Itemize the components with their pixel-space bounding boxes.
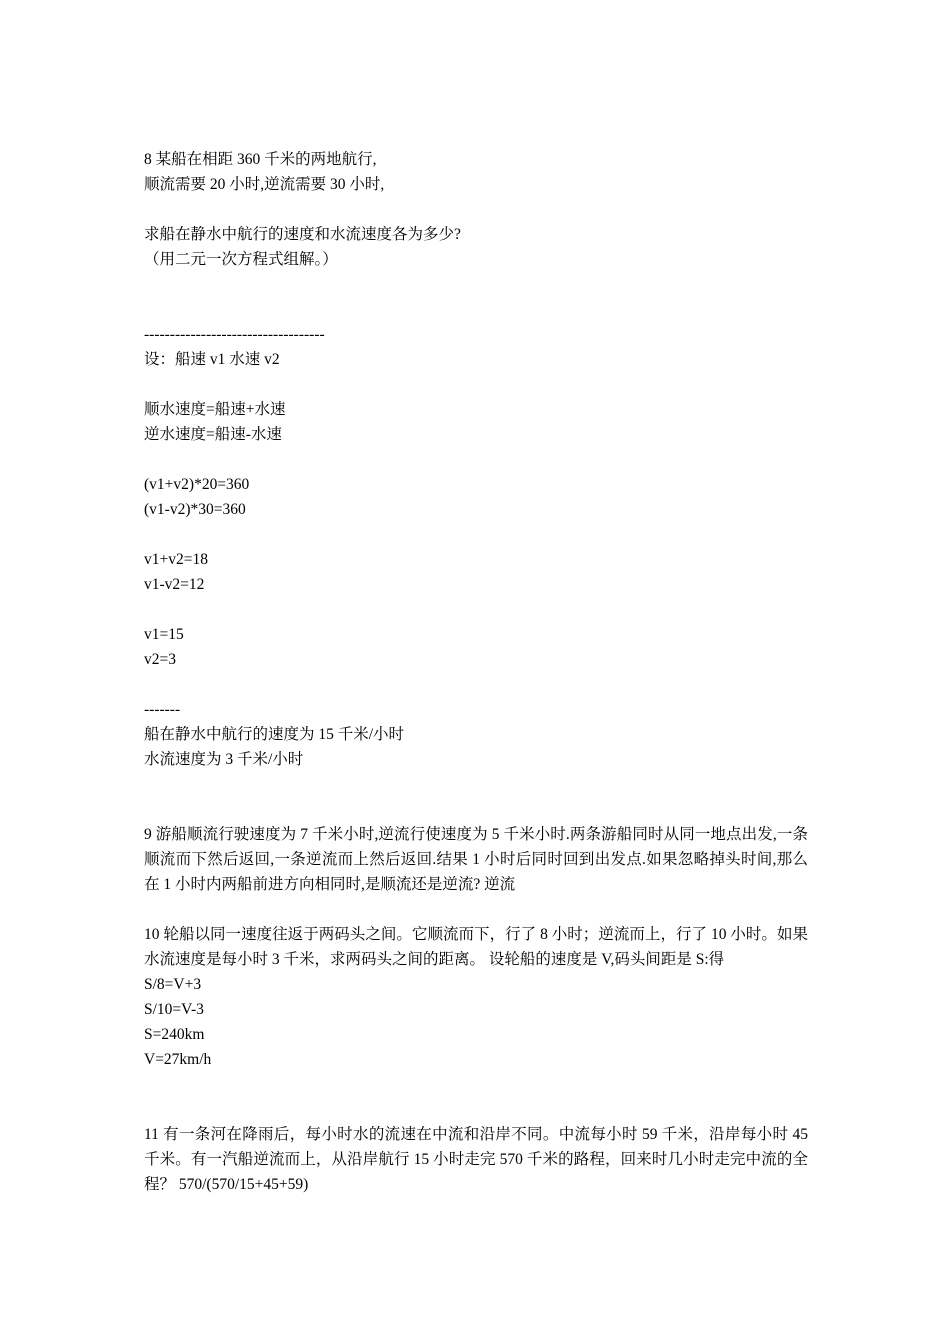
q8-answer-1: 船在静水中航行的速度为 15 千米/小时	[144, 726, 405, 743]
q8-setup: 设：船速 v1 水速 v2	[144, 351, 280, 368]
q8-answer-2: 水流速度为 3 千米/小时	[144, 751, 304, 768]
q11-paragraph: 11 有一条河在降雨后，每小时水的流速在中流和沿岸不同。中流每小时 59 千米，沿岸每小时 45 千米。有一汽船逆流而上，从沿岸航行 15 小时走完 570 千米的路程，回来时几小时走完中流的全程？ 570/(570/15+45+59)	[144, 1126, 808, 1193]
q8-line-1: 8 某船在相距 360 千米的两地航行,	[144, 151, 377, 168]
q9-paragraph: 9 游船顺流行驶速度为 7 千米小时,逆流行使速度为 5 千米小时.两条游船同时从同一地点出发,一条顺流而下然后返回,一条逆流而上然后返回.结果 1 小时后同时回到出发点.如果忽略掉头时间,那么在 1 小时内两船前进方向相同时,是顺流还是逆流? 逆流	[144, 826, 808, 893]
q8-equation-4: v1-v2=12	[144, 576, 205, 593]
q8-def-2: 逆水速度=船速-水速	[144, 426, 282, 443]
q8-divider-short: -------	[144, 701, 181, 718]
q10-line-1: S/8=V+3	[144, 976, 202, 993]
q8-line-2: 顺流需要 20 小时,逆流需要 30 小时,	[144, 176, 385, 193]
q8-equation-1: (v1+v2)*20=360	[144, 476, 250, 493]
q10-line-3: S=240km	[144, 1026, 205, 1043]
q8-question-2: （用二元一次方程式组解。）	[144, 251, 338, 268]
q8-equation-3: v1+v2=18	[144, 551, 208, 568]
q8-question-1: 求船在静水中航行的速度和水流速度各为多少?	[144, 226, 461, 243]
q8-equation-2: (v1-v2)*30=360	[144, 501, 246, 518]
q10-line-4: V=27km/h	[144, 1051, 212, 1068]
q8-divider: -----------------------------------	[144, 326, 325, 343]
q10-line-2: S/10=V-3	[144, 1001, 204, 1018]
q8-def-1: 顺水速度=船速+水速	[144, 401, 286, 418]
q8-result-1: v1=15	[144, 626, 184, 643]
q8-result-2: v2=3	[144, 651, 176, 668]
q10-paragraph: 10 轮船以同一速度往返于两码头之间。它顺流而下，行了 8 小时；逆流而上，行了 10 小时。如果水流速度是每小时 3 千米，求两码头之间的距离。 设轮船的速度是 V,码头间距是 S:得	[144, 926, 808, 968]
document-page	[144, 147, 808, 1197]
